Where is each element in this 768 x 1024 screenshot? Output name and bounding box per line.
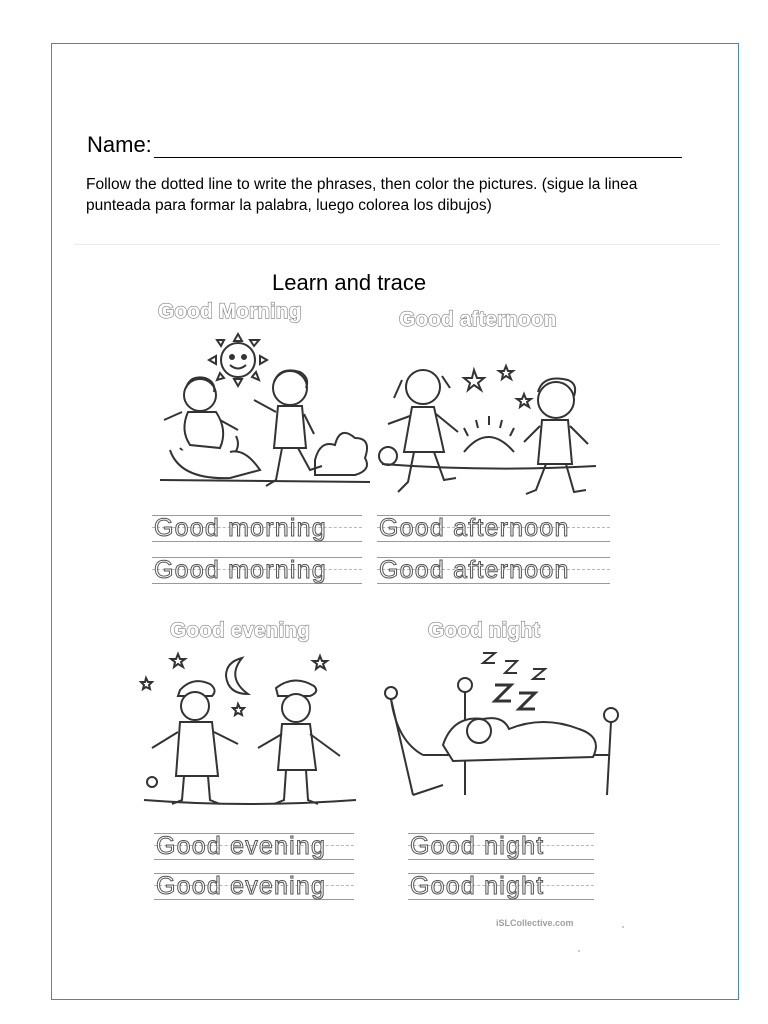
heading-good-evening: Good evening: [170, 619, 311, 642]
moon-icon: [226, 658, 248, 694]
heading-good-night: Good night: [428, 619, 540, 642]
heading-good-morning: Good Morning: [158, 300, 302, 323]
trace-line-good-night-2[interactable]: [408, 873, 594, 901]
name-field[interactable]: [87, 132, 682, 158]
trace-line-good-morning-1[interactable]: [152, 515, 362, 543]
divider: [74, 244, 720, 245]
name-line[interactable]: [154, 137, 682, 158]
watermark: iSLCollective.com: [496, 918, 574, 928]
running-girl-icon: [379, 370, 458, 492]
trace-line-good-morning-2[interactable]: [152, 557, 362, 585]
trace-line-good-afternoon-1[interactable]: [377, 515, 610, 543]
trace-line-good-afternoon-2[interactable]: [377, 557, 610, 585]
trace-word: Good afternoon: [379, 556, 570, 584]
trace-word: Good evening: [156, 872, 327, 900]
trace-word: Good morning: [154, 556, 327, 584]
girl-hat-icon: [258, 680, 340, 804]
sun-icon: [209, 334, 267, 386]
boy-cap-icon: [152, 681, 238, 804]
boy-sitting-icon: [164, 377, 238, 462]
trace-line-good-evening-2[interactable]: [154, 873, 354, 901]
instructions-text: Follow the dotted line to write the phrases, then color the pictures. (sigue la linea punteada para formar la palabra, luego colorea los dibujos): [86, 176, 638, 214]
good-afternoon-picture: [378, 352, 600, 507]
log-icon: [170, 450, 260, 478]
trace-word: Good morning: [154, 514, 327, 542]
setting-sun-icon: [464, 416, 514, 452]
good-evening-picture: [138, 648, 363, 823]
good-morning-picture: [150, 330, 375, 500]
speck: [622, 926, 624, 928]
trace-word: Good night: [410, 832, 545, 860]
trace-line-good-night-1[interactable]: [408, 833, 594, 861]
running-boy-icon: [524, 379, 588, 495]
sheet-title: Learn and trace: [272, 270, 427, 295]
speck: [578, 950, 580, 952]
star-icon: [464, 366, 531, 407]
sleeping-child-icon: [443, 718, 596, 761]
good-night-picture: [383, 645, 623, 800]
trace-word: Good afternoon: [379, 514, 570, 542]
sleep-z-icon: [483, 653, 545, 709]
girl-walking-icon: [254, 370, 322, 486]
trace-line-good-evening-1[interactable]: [154, 833, 354, 861]
trace-word: Good night: [410, 872, 545, 900]
name-label: Name:: [87, 132, 152, 157]
heading-good-afternoon: Good afternoon: [399, 308, 557, 331]
trace-word: Good evening: [156, 832, 327, 860]
